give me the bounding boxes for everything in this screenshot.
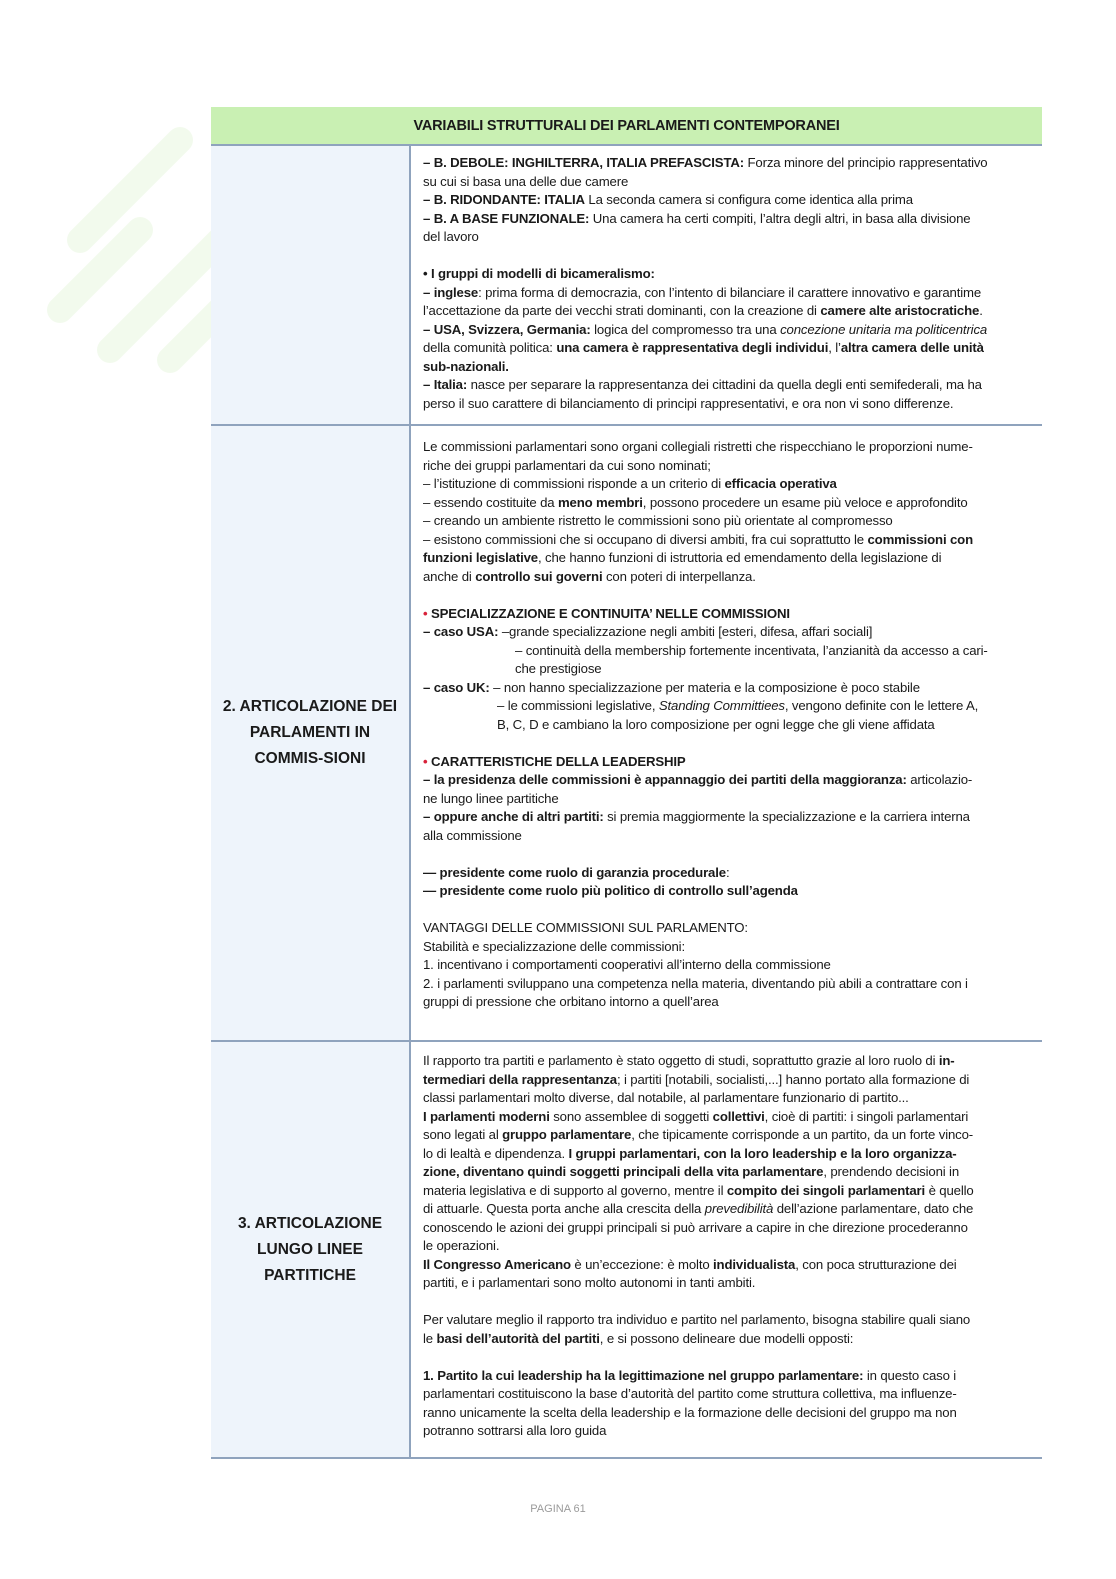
text-run: materia legislativa e di supporto al governo, mentre il (423, 1182, 727, 1198)
blank-line (423, 901, 1032, 920)
text-run: – caso USA: (423, 624, 499, 639)
text-line (423, 339, 1032, 358)
text-line (423, 753, 1032, 772)
blank-line (423, 1348, 1032, 1367)
text-run: – B. RIDONDANTE: ITALIA (423, 192, 585, 207)
text-run: ; i partiti [notabili, socialisti,...] hanno portato alla formazione di (616, 1071, 970, 1087)
page-number: PAGINA 61 (530, 1503, 586, 1515)
table-row-commissioni (211, 424, 1042, 1040)
text-run: lo di lealtà e dipendenza. (423, 1145, 569, 1161)
text-run: conoscendo le azioni dei gruppi principali si può arrivare a capire in che direzione procederanno (423, 1219, 968, 1235)
text-run: con poteri di interpellanza. (602, 568, 756, 584)
row-label (211, 426, 411, 1040)
text-line (423, 358, 1032, 377)
text-line (423, 919, 1032, 938)
text-run: Per valutare meglio il rapporto tra individuo e partito nel parlamento, bisogna stabilire quali siano (423, 1312, 971, 1327)
text-run: – la presidenza delle commissioni è appannaggio dei partiti della maggioranza: (423, 772, 907, 787)
text-line (423, 808, 1032, 827)
text-run: altra camera delle unità (840, 340, 984, 355)
text-run: dell’azione parlamentare, dato che (773, 1201, 974, 1216)
text-run: , l’ (828, 340, 841, 355)
text-run: collettivi (712, 1108, 765, 1124)
text-run: è un’eccezione: è molto (570, 1256, 714, 1272)
text-run: — presidente come ruolo di garanzia procedurale (423, 864, 726, 880)
row-label (211, 1042, 411, 1457)
text-run: 2. i parlamenti sviluppano una competenza nella materia, diventando più abili a contrattare con i (423, 975, 968, 991)
text-run: — presidente come ruolo più politico di controllo sull’agenda (423, 883, 798, 898)
text-run: parlamentari costituiscono la base d’autorità del partito come struttura collettiva, ma influenze- (423, 1386, 957, 1401)
table-title: VARIABILI STRUTTURALI DEI PARLAMENTI CONTEMPORANEI (413, 117, 840, 134)
text-run: le operazioni. (423, 1238, 500, 1253)
text-run: prevedibilità (704, 1201, 774, 1216)
text-line (423, 228, 1032, 247)
text-run: su cui si basa una delle due camere (423, 173, 629, 189)
text-run: • (423, 605, 431, 621)
text-run: della comunità politica: (423, 340, 557, 355)
text-run: zione, diventano quindi soggetti principali della vita parlamentare (423, 1164, 824, 1179)
text-run: – le commissioni legislative, (497, 698, 659, 713)
text-run: riche dei gruppi parlamentari da cui sono nominati; (423, 457, 711, 473)
text-line (423, 1089, 1032, 1108)
text-run: l’accettazione da parte dei vecchi strati dominanti, con la creazione di (423, 303, 821, 318)
text-run: alla commissione (423, 827, 522, 843)
table-row-linee-partitiche (211, 1040, 1042, 1457)
text-line (423, 1367, 1032, 1386)
text-run: efficacia operativa (724, 476, 837, 491)
text-line (423, 1256, 1032, 1275)
text-run: gruppo parlamentare (502, 1127, 632, 1142)
blank-line (423, 247, 1032, 266)
text-run: potranno sottrarsi alla loro guida (423, 1423, 607, 1438)
text-run: , vengono definite con le lettere A, (784, 698, 979, 713)
text-run: una camera è rappresentativa degli individui (556, 340, 829, 355)
text-line (423, 1182, 1032, 1201)
text-line (423, 827, 1032, 846)
text-run: , prendendo decisioni in (823, 1164, 960, 1179)
text-run: – non hanno specializzazione per materia e la composizione è poco stabile (489, 679, 920, 695)
row-label-text: 3. ARTICOLAZIONE LUNGO LINEE PARTITICHE (237, 1214, 383, 1284)
text-run: si premia maggiormente la specializzazione e la carriera interna (603, 809, 970, 824)
text-line (423, 512, 1032, 531)
text-run: Il Congresso Americano (423, 1256, 571, 1272)
text-run: funzioni legislative (423, 550, 538, 565)
text-line (423, 660, 1032, 679)
text-run: – l’istituzione di commissioni risponde a un criterio di (423, 476, 725, 491)
text-run: è quello (925, 1182, 974, 1198)
text-run: anche di (423, 568, 476, 584)
text-run: nasce per separare la rappresentanza dei cittadini da quella degli enti semifederali, ma ha (467, 377, 982, 392)
text-line (423, 438, 1032, 457)
row-label (211, 146, 411, 424)
text-run: camere alte aristocratiche (820, 303, 980, 318)
text-run: Stabilità e specializzazione delle commissioni: (423, 938, 685, 954)
text-run: ne lungo linee partitiche (423, 790, 559, 806)
text-line (423, 284, 1032, 303)
text-run: termediari della rappresentanza (423, 1071, 617, 1087)
text-line (423, 475, 1032, 494)
text-run: sono assemblee di soggetti (549, 1108, 713, 1124)
row-content (411, 146, 1042, 424)
text-line (423, 302, 1032, 321)
content-table (211, 107, 1042, 1459)
text-run: I parlamenti moderni (423, 1108, 550, 1124)
text-line (423, 1163, 1032, 1182)
text-run: • (423, 753, 431, 769)
text-line (423, 1071, 1032, 1090)
text-line (423, 938, 1032, 957)
text-run: – USA, Svizzera, Germania: (423, 321, 591, 337)
text-run: Standing Committiees (658, 698, 785, 713)
text-run: perso il suo carattere di bilanciamento di principi rappresentativi, e ora non vi sono differenze. (423, 395, 954, 411)
text-run: La seconda camera si configura come identica alla prima (584, 192, 913, 207)
text-line (423, 531, 1032, 550)
text-line (423, 679, 1032, 698)
text-run: – B. DEBOLE: INGHILTERRA, ITALIA PREFASCISTA: (423, 155, 744, 170)
text-line (423, 395, 1032, 414)
blank-line (423, 1293, 1032, 1312)
text-run: – esistono commissioni che si occupano di diversi ambiti, fra cui soprattutto le (423, 531, 868, 547)
text-run: SPECIALIZZAZIONE E CONTINUITA’ NELLE COMMISSIONI (430, 605, 790, 621)
text-line (423, 321, 1032, 340)
text-run: del lavoro (423, 229, 479, 244)
text-run: . (979, 303, 983, 318)
text-line (423, 716, 1032, 735)
text-run: di attuarle. Questa porta anche alla crescita della (423, 1201, 705, 1216)
text-run: Il rapporto tra partiti e parlamento è stato oggetto di studi, soprattutto grazie al loro ruolo di (423, 1053, 939, 1068)
text-run: , possono procedere un esame più veloce e approfondito (642, 494, 968, 510)
text-line (423, 605, 1032, 624)
text-run: , che hanno funzioni di istruttoria ed emendamento della legislazione di (537, 550, 942, 565)
text-run: logica del compromesso tra una (590, 321, 781, 337)
text-run: 1. incentivano i comportamenti cooperativi all’interno della commissione (423, 957, 831, 972)
text-line (423, 975, 1032, 994)
text-run: controllo sui governi (475, 568, 603, 584)
text-run: Forza minore del principio rappresentativo (743, 155, 988, 170)
text-run: individualista (713, 1256, 796, 1272)
text-line (423, 1404, 1032, 1423)
text-line (423, 376, 1032, 395)
table-row-bicameralismo (211, 146, 1042, 424)
text-run: – creando un ambiente ristretto le commissioni sono più orientate al compromesso (423, 513, 893, 528)
text-run: VANTAGGI DELLE COMMISSIONI SUL PARLAMENTO: (423, 920, 748, 935)
blank-line (423, 586, 1032, 605)
text-line (423, 1219, 1032, 1238)
text-run: le (423, 1330, 437, 1346)
text-run: , che tipicamente corrisponde a un partito, da un forte vinco- (631, 1127, 974, 1142)
text-run: , con poca strutturazione dei (795, 1256, 957, 1272)
text-run: , e si possono delineare due modelli opposti: (599, 1330, 854, 1346)
table-header (211, 107, 1042, 146)
text-line (423, 790, 1032, 809)
row-content (411, 1042, 1042, 1457)
text-line (423, 1126, 1032, 1145)
text-run: – Italia: (423, 377, 468, 392)
text-run: 1. Partito la cui leadership ha la legittimazione nel gruppo parlamentare: (423, 1367, 864, 1383)
text-line (423, 568, 1032, 587)
blank-line (423, 845, 1032, 864)
text-run: : prima forma di democrazia, con l’intento di bilanciare il carattere innovativo e garantime (478, 284, 982, 300)
text-line (423, 956, 1032, 975)
text-run: , cioè di partiti: i singoli parlamentari (764, 1108, 969, 1124)
text-run: basi dell’autorità del partiti (436, 1330, 600, 1346)
text-line (423, 642, 1032, 661)
text-run: in questo caso i (863, 1367, 957, 1383)
text-run: – inglese (423, 284, 479, 300)
text-run: articolazio- (906, 772, 973, 787)
text-run: che prestigiose (515, 661, 602, 676)
text-run: sono legati al (423, 1127, 503, 1142)
text-run: –grande specializzazione negli ambiti [esteri, difesa, affari sociali] (498, 624, 873, 639)
text-run: B, C, D e cambiano la loro composizione per ogni legge che gli viene affidata (497, 716, 935, 732)
text-run: ranno unicamente la scelta della leadership e la formazione delle decisioni del gruppo ma non (423, 1404, 957, 1420)
text-run: – essendo costituite da (423, 494, 558, 510)
text-run: Una camera ha certi compiti, l’altra degli altri, in basa alla divisione (589, 210, 971, 226)
text-line (423, 173, 1032, 192)
text-line (423, 154, 1032, 173)
text-line (423, 210, 1032, 229)
text-run: : (725, 864, 730, 880)
text-run: compito dei singoli parlamentari (726, 1182, 926, 1198)
text-run: – oppure anche di altri partiti: (423, 809, 604, 824)
text-run: in- (938, 1053, 955, 1068)
text-line (423, 265, 1032, 284)
row-label-text: 2. ARTICOLAZIONE DEI PARLAMENTI IN COMMIS-SIONI (222, 698, 398, 767)
text-run: – B. A BASE FUNZIONALE: (423, 210, 590, 226)
text-run: I gruppi parlamentari, con la loro leadership e la loro organizza- (568, 1145, 957, 1161)
text-run: concezione unitaria ma politicentrica (780, 321, 988, 337)
text-line (423, 457, 1032, 476)
text-run: • I gruppi di modelli di bicameralismo: (423, 266, 655, 281)
blank-line (423, 734, 1032, 753)
text-run: partiti, e i parlamentari sono molto autonomi in tanti ambiti. (423, 1275, 756, 1290)
text-run: meno membri (557, 494, 643, 510)
text-run: CARATTERISTICHE DELLA LEADERSHIP (430, 753, 686, 769)
text-line (423, 697, 1032, 716)
text-line (423, 882, 1032, 901)
text-line (423, 864, 1032, 883)
text-line (423, 1422, 1032, 1441)
row-content (411, 426, 1042, 1040)
text-run: – caso UK: (423, 679, 490, 695)
text-line (423, 1385, 1032, 1404)
text-run: classi parlamentari molto diverse, dal notabile, al parlamentare funzionario di partito... (423, 1090, 909, 1105)
text-line (423, 1108, 1032, 1127)
text-run: gruppi di pressione che orbitano intorno a quell’area (423, 994, 719, 1009)
text-line (423, 771, 1032, 790)
text-run: – continuità della membership fortemente incentivata, l’anzianità da accesso a cari- (515, 642, 988, 658)
text-line (423, 1330, 1032, 1349)
text-line (423, 1274, 1032, 1293)
text-line (423, 549, 1032, 568)
text-line (423, 1237, 1032, 1256)
text-line (423, 494, 1032, 513)
text-run: Le commissioni parlamentari sono organi collegiali ristretti che rispecchiano le proporzioni nume- (423, 439, 973, 454)
text-run: sub-nazionali. (423, 358, 509, 374)
text-run: commissioni con (867, 531, 973, 547)
text-line (423, 1145, 1032, 1164)
text-line (423, 993, 1032, 1012)
text-line (423, 191, 1032, 210)
text-line (423, 1311, 1032, 1330)
text-line (423, 1052, 1032, 1071)
text-line (423, 1200, 1032, 1219)
text-line (423, 623, 1032, 642)
